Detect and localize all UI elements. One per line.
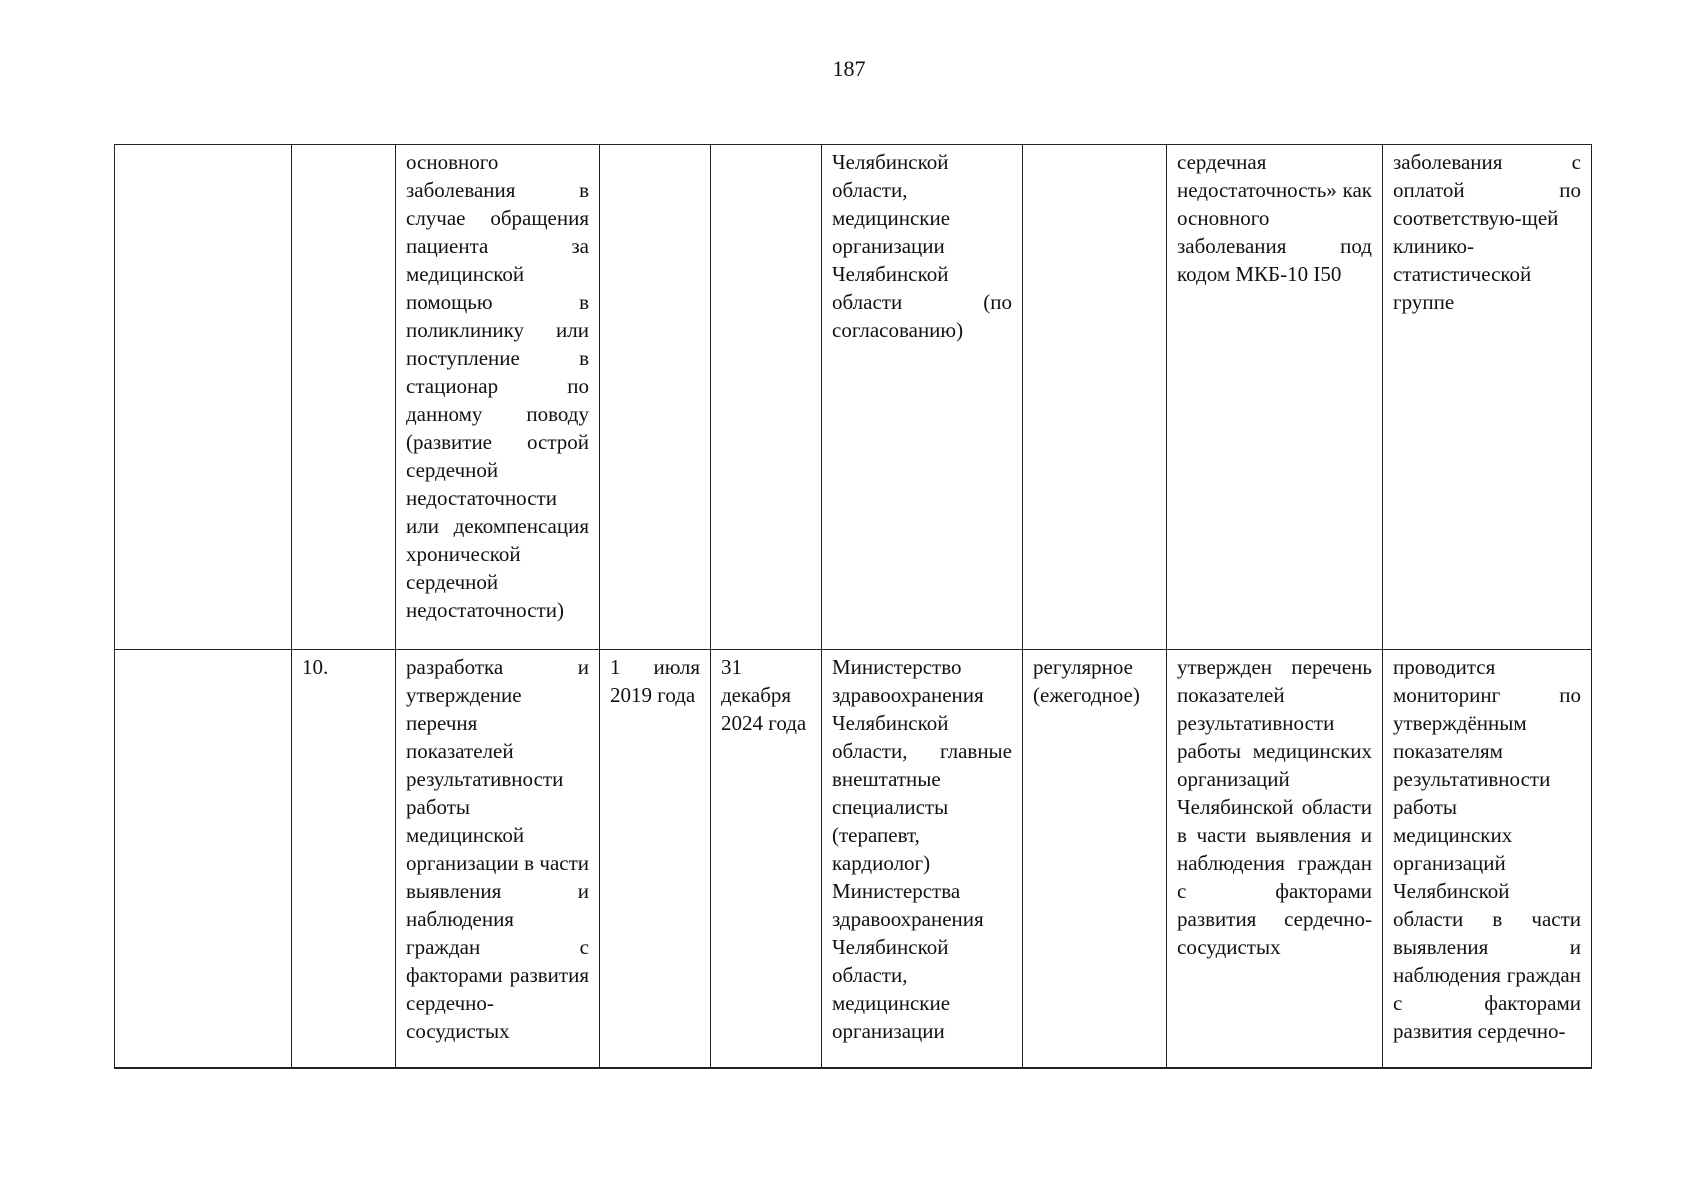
measures-table: [114, 144, 1592, 1069]
table-row: [115, 650, 1592, 1069]
table-cell-frequency: регулярное (ежегодное): [1023, 650, 1167, 1069]
table-cell-responsible: Челябинской области, медицинские организации Челябинской области (по согласованию): [822, 145, 1023, 650]
table-cell-indicator: заболевания с оплатой по соответствую-щей клинико-статистической группе: [1383, 145, 1592, 650]
table-cell-end: [711, 145, 822, 650]
table-cell-number: [292, 145, 396, 650]
table-cell-end: 31 декабря 2024 года: [711, 650, 822, 1069]
table-cell-frequency: [1023, 145, 1167, 650]
table-cell-start: [600, 145, 711, 650]
table-cell: [115, 145, 292, 650]
table-cell-result: сердечная недостаточность» как основного заболевания под кодом МКБ-10 I50: [1167, 145, 1383, 650]
table-row: [115, 145, 1592, 650]
page-number: 187: [832, 56, 866, 81]
table-cell-number: 10.: [292, 650, 396, 1069]
table-cell-indicator: проводится мониторинг по утверждённым показателям результативности работы медицинских организаций Челябинской области в части выявления и наблюдения граждан с факторами развития сердечно-: [1383, 650, 1592, 1069]
table-cell-result: утвержден перечень показателей результативности работы медицинских организаций Челябинской области в части выявления и наблюдения граждан с факторами развития сердечно-сосудистых: [1167, 650, 1383, 1069]
table-cell: [115, 650, 292, 1069]
table-cell-start: 1 июля 2019 года: [600, 650, 711, 1069]
table-cell-measure: основного заболевания в случае обращения пациента за медицинской помощью в поликлинику или поступление в стационар по данному поводу (развитие острой сердечной недостаточности или декомпенсация хронической сердечной недостаточности): [396, 145, 600, 650]
table-cell-measure: разработка и утверждение перечня показателей результативности работы медицинской организации в части выявления и наблюдения граждан с факторами развития сердечно-сосудистых: [396, 650, 600, 1069]
table-cell-responsible: Министерство здравоохранения Челябинской области, главные внештатные специалисты (терапевт, кардиолог) Министерства здравоохранения Челябинской области, медицинские организации: [822, 650, 1023, 1069]
